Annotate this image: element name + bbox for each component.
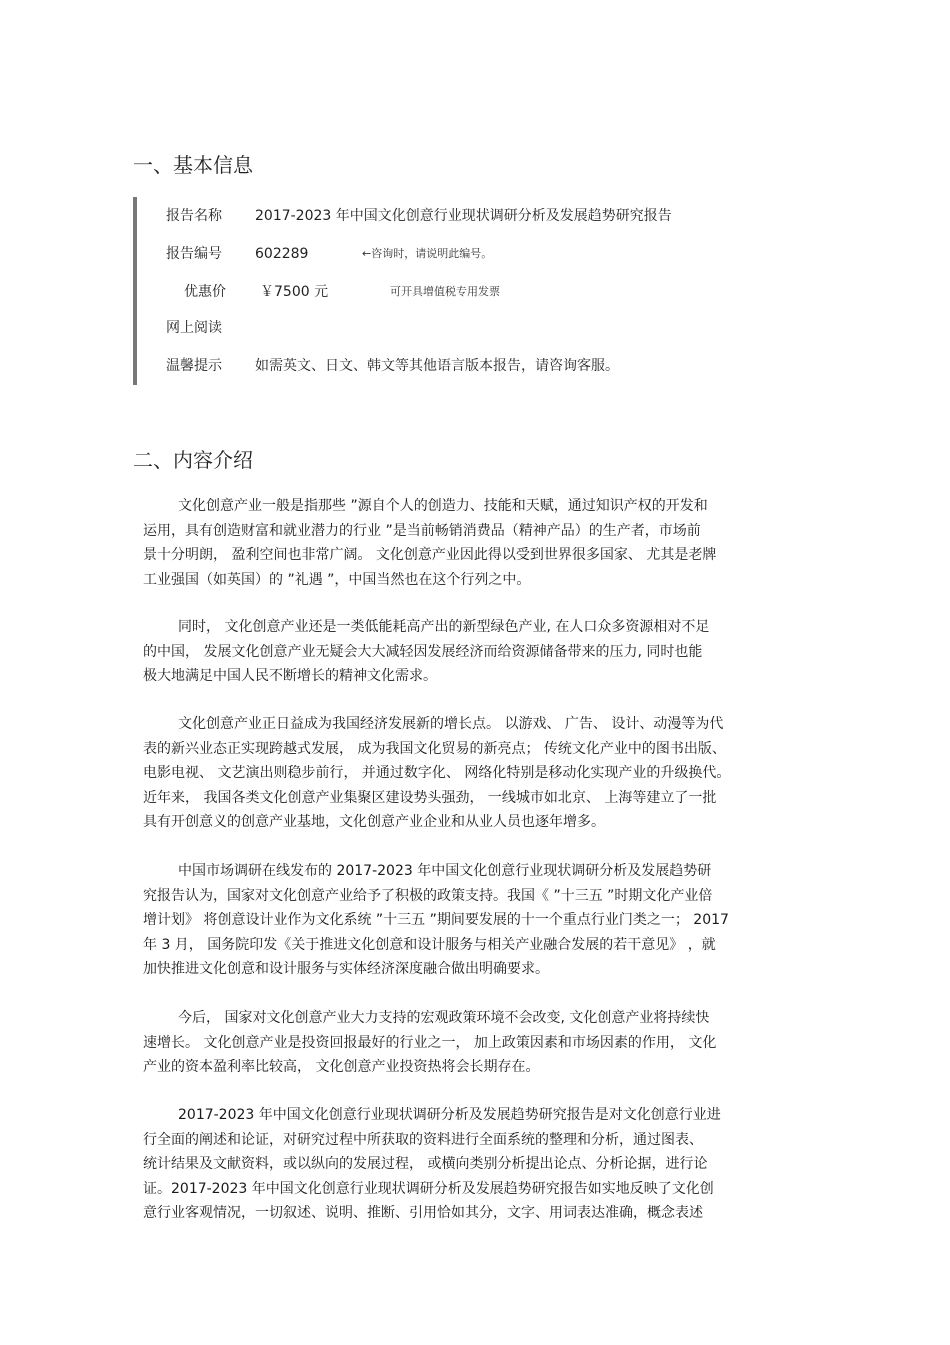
online-reading-label[interactable]: 网上阅读: [166, 320, 222, 336]
text-line: 极大地满足中国人民不断增长的精神文化需求。: [143, 668, 437, 684]
text-line: 速增长。 文化创意产业是投资回报最好的行业之一， 加上政策因素和市场因素的作用， 文化: [143, 1034, 717, 1051]
tip-row: [137, 354, 837, 378]
tip-label: 温馨提示: [166, 358, 222, 374]
text-line: 表的新兴业态正实现跨越式发展， 成为我国文化贸易的新亮点； 传统文化产业中的图书出版、: [143, 740, 726, 757]
text-line: 今后， 国家对文化创意产业大力支持的宏观政策环境不会改变, 文化创意产业将持续快: [178, 1010, 710, 1026]
text-line: 近年来， 我国各类文化创意产业集聚区建设势头强劲， 一线城市如北京、 上海等建立了一批: [143, 789, 717, 806]
invoice-note: 可开具增值税专用发票: [390, 285, 500, 298]
text-line: 年 3 月， 国务院印发《关于推进文化创意和设计服务与相关产业融合发展的若干意见》 ，就: [143, 936, 716, 953]
section-title-basic-info: 一、基本信息: [133, 153, 253, 177]
text-line: 电影电视、 文艺演出则稳步前行， 并通过数字化、 网络化特别是移动化实现产业的升级换代。: [143, 765, 731, 781]
report-code-label: 报告编号: [166, 246, 222, 262]
paragraph: [143, 1006, 811, 1080]
price-label: 优惠价: [184, 284, 226, 300]
basic-info-block: [133, 197, 837, 385]
text-line: 工业强国（如英国）的 ”礼遇 ”，中国当然也在这个行列之中。: [143, 571, 531, 588]
text-line: 文化创意产业正日益成为我国经济发展新的增长点。 以游戏、 广告、 设计、动漫等为代: [178, 716, 724, 732]
text-line: 意行业客观情况，一切叙述、说明、推断、引用恰如其分，文字、用词表达准确，概念表述: [143, 1205, 703, 1221]
text-line: 究报告认为，国家对文化创意产业给予了积极的政策支持。我国《 ”十三五 ”时期文化产业倍: [143, 887, 713, 904]
text-line: 具有开创意义的创意产业基地，文化创意产业企业和从业人员也逐年增多。: [143, 814, 605, 830]
text-line: 同时， 文化创意产业还是一类低能耗高产出的新型绿色产业, 在人口众多资源相对不足: [178, 619, 710, 635]
paragraph: [143, 615, 811, 689]
text-line: 增计划》 将创意设计业作为文化系统 ”十三五 ”期间要发展的十一个重点行业门类之一； 2017: [143, 912, 729, 928]
section-title-content-intro: 二、内容介绍: [133, 448, 253, 472]
text-line: 运用，具有创造财富和就业潜力的行业 ”是当前畅销消费品（精神产品）的生产者，市场前: [143, 522, 701, 539]
report-code-row: [137, 242, 837, 266]
price-row: [137, 280, 837, 304]
text-line: 加快推进文化创意和设计服务与实体经济深度融合做出明确要求。: [143, 961, 549, 977]
text-line: 产业的资本盈利率比较高， 文化创意产业投资热将会长期存在。: [143, 1059, 540, 1075]
tip-value: 如需英文、日文、韩文等其他语言版本报告，请咨询客服。: [255, 358, 619, 374]
report-name-row: [137, 204, 837, 228]
report-code-note: ←咨询时，请说明此编号。: [362, 247, 493, 260]
text-line: 景十分明朗， 盈利空间也非常广阔。 文化创意产业因此得以受到世界很多国家、 尤其是老牌: [143, 547, 717, 563]
paragraph: [143, 494, 811, 592]
text-line: 统计结果及文献资料，或以纵向的发展过程， 或横向类别分析提出论点、分析论据，进行论: [143, 1156, 708, 1172]
text-line: 行全面的阐述和论证，对研究过程中所获取的资料进行全面系统的整理和分析，通过图表、: [143, 1131, 703, 1148]
text-line: 文化创意产业一般是指那些 ”源自个人的创造力、技能和天赋，通过知识产权的开发和: [178, 498, 708, 514]
text-line: 的中国， 发展文化创意产业无疑会大大减轻因发展经济而给资源储备带来的压力, 同时也能: [143, 643, 703, 660]
paragraph: [143, 859, 811, 982]
paragraph: [143, 1103, 811, 1226]
price-value: ￥7500 元: [260, 284, 329, 300]
text-line: 中国市场调研在线发布的 2017-2023 年中国文化创意行业现状调研分析及发展趋势研: [178, 863, 712, 879]
report-name-label: 报告名称: [166, 208, 222, 224]
online-reading-row[interactable]: [137, 316, 837, 340]
text-line: 2017-2023 年中国文化创意行业现状调研分析及发展趋势研究报告是对文化创意行业进: [178, 1107, 721, 1123]
paragraph: [143, 712, 811, 835]
text-line: 证。2017-2023 年中国文化创意行业现状调研分析及发展趋势研究报告如实地反映了文化创: [143, 1180, 714, 1197]
report-code-value: 602289: [255, 246, 309, 262]
report-name-value: 2017-2023 年中国文化创意行业现状调研分析及发展趋势研究报告: [255, 208, 672, 224]
